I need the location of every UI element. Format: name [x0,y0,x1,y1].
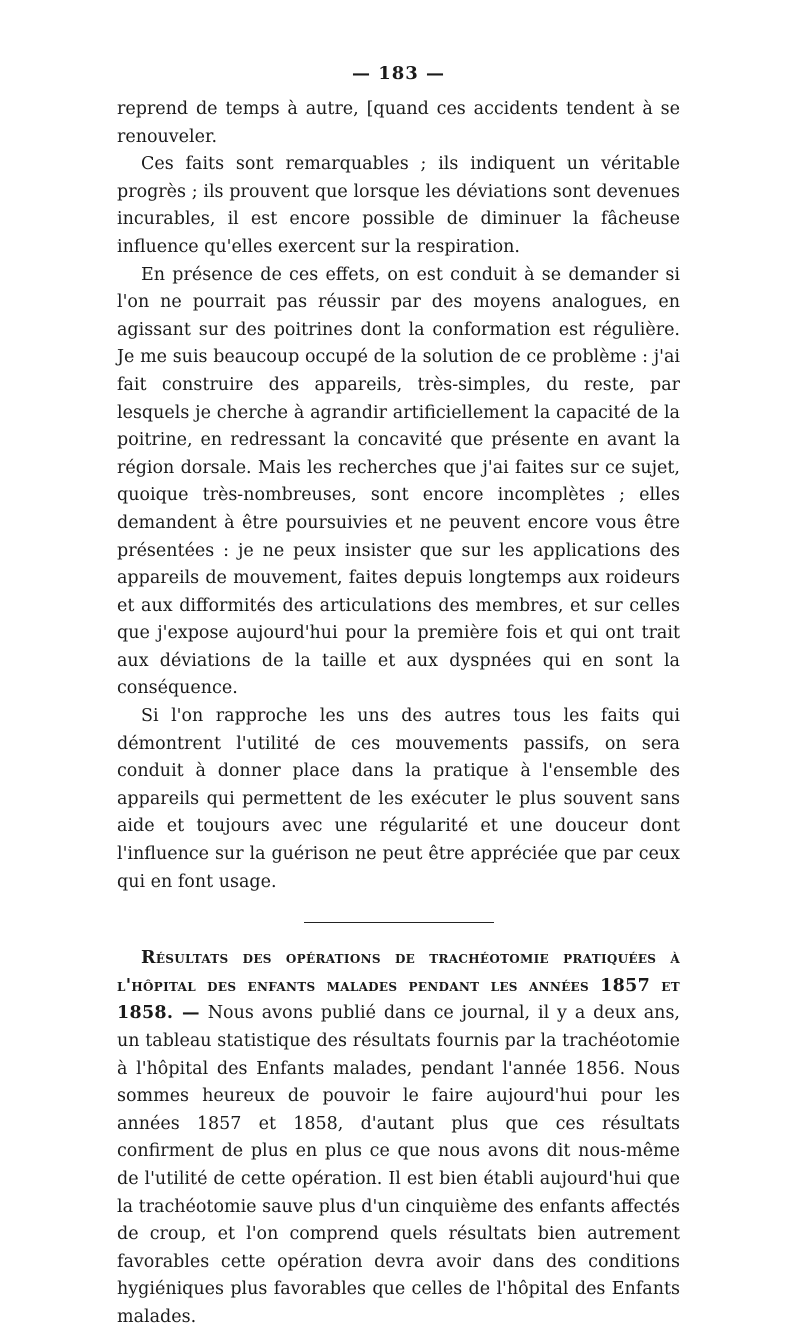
paragraph-continuation: reprend de temps à autre, [quand ces accidents tendent à se renouveler. [117,99,680,147]
section-heading: Résultats des opérations de trachéotomie pratiquées à l'hôpital des enfants malades pendant les années 1857 et 1858. — [117,948,680,1024]
section-body: Nous avons publié dans ce journal, il y a deux ans, un tableau statistique des résultats fournis par la trachéotomie à l'hôpital des Enfants malades, pendant l'année 1856. Nous sommes heureux de pouvoir le faire aujourd'hui pour les années 1857 et 1858, d'autant plus que ces résultats confirment de plus en plus ce que nous avons dit nous-même de l'utilité de cette opération. Il est bien établi aujourd'hui que la trachéotomie sauve plus d'un cinquième des enfants affectés de croup, et l'on comprend quels résultats bien autrement favorables cette opération devra avoir dans des conditions hygiéniques plus favorables que celles de l'hôpital des Enfants malades. [117,1003,680,1327]
paragraph-analogous-means: En présence de ces effets, on est conduit à se demander si l'on ne pourrait pas réussir par des moyens analogues, en agissant sur des poitrines dont la conformation est régulière. Je me suis beaucoup occupé de la solution de ce problème : j'ai fait construire des appareils, très-simples, du reste, par lesquels je cherche à agrandir artificiellement la capacité de la poitrine, en redressant la concavité que présente en avant la région dorsale. Mais les recherches que j'ai faites sur ce sujet, quoique très-nombreuses, sont encore incomplètes ; elles demandent à être poursuivies et ne peuvent encore vous être présentées : je ne peux insister que sur les applications des appareils de mouvement, faites depuis longtemps aux roideurs et aux difformités des articulations des membres, et sur celles que j'expose aujourd'hui pour la première fois et qui ont trait aux déviations de la taille et aux dyspnées qui en sont la conséquence. [117,264,680,699]
paragraph-passive-movements: Si l'on rapproche les uns des autres tous les faits qui démontrent l'utilité de ces mouvements passifs, on sera conduit à donner place dans la pratique à l'ensemble des appareils qui permettent de les exécuter le plus souvent sans aide et toujours avec une régularité et une douceur dont l'influence sur la guérison ne peut être appréciée que par ceux qui en font usage. [117,706,680,892]
paragraph-remarkable-facts: Ces faits sont remarquables ; ils indiquent un véritable progrès ; ils prouvent que lorsque les déviations sont devenues incurables, il est encore possible de diminuer la fâcheuse influence qu'elles exercent sur la respiration. [117,154,680,257]
document-page [117,60,680,1332]
page-number: — 183 — [351,63,446,84]
section-tracheotomy [117,945,680,1331]
section-divider [304,922,494,923]
